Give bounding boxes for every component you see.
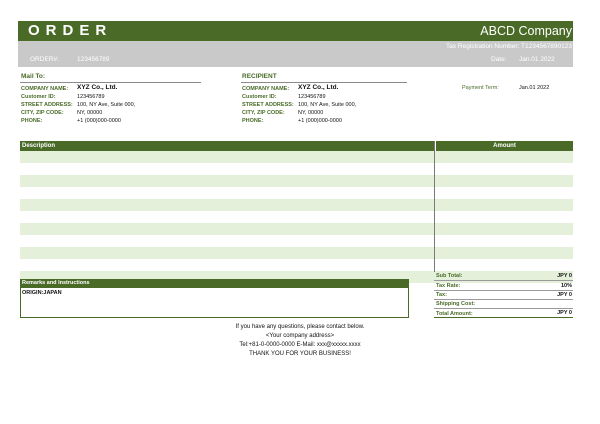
table-row: [20, 223, 573, 235]
table-row: [20, 211, 573, 223]
shipping-label: Shipping Cost:: [436, 301, 476, 307]
table-row: [20, 259, 573, 271]
mail-to-phone-label: PHONE:: [21, 118, 43, 124]
description-column-header: Description: [20, 141, 434, 151]
mail-to-company: XYZ Co., Ltd.: [77, 84, 118, 91]
remarks-title: Remarks and Instructions: [20, 279, 409, 288]
mail-to-street-label: STREET ADDRESS:: [21, 102, 73, 108]
totals-divider: [434, 290, 573, 291]
items-table: [20, 141, 573, 271]
subtotal-label: Sub Total:: [436, 273, 463, 279]
table-column-divider: [434, 141, 435, 272]
table-row: [20, 235, 573, 247]
order-number-label: ORDER#:: [30, 56, 59, 63]
recipient-company: XYZ Co., Ltd.: [298, 84, 339, 91]
footer-contact: Tel:+81-0-0000-0000 E-Mail: xxx@xxxxx.xxxx: [239, 342, 361, 348]
totals-divider: [434, 280, 573, 281]
tax-value: JPY 0: [557, 292, 572, 298]
date-label: Date:: [491, 56, 507, 63]
mail-to-company-label: COMPANY NAME:: [21, 86, 69, 92]
mail-to-city-label: CITY, ZIP CODE:: [21, 110, 64, 116]
table-row: [20, 187, 573, 199]
footer-thanks: THANK YOU FOR YOUR BUSINESS!: [249, 351, 351, 357]
table-row: [20, 175, 573, 187]
tax-rate-label: Tax Rate:: [436, 283, 461, 289]
table-row: [20, 247, 573, 259]
footer-address: <Your company address>: [265, 333, 335, 339]
recipient-street: 100, NY Ave, Suite 000,: [298, 102, 357, 108]
recipient-phone: +1 (000)000-0000: [298, 118, 342, 124]
subtotal-value: JPY 0: [557, 273, 572, 279]
mail-to-phone: +1 (000)000-0000: [77, 118, 121, 124]
total-amount-value: JPY 0: [557, 310, 572, 316]
payment-term-label: Payment Term:: [462, 85, 499, 91]
footer-questions: If you have any questions, please contact below.: [235, 324, 365, 330]
recipient-customer-id: 123456789: [298, 94, 326, 100]
mail-to-divider: [20, 82, 201, 83]
mail-to-customer-id-label: Customer ID:: [21, 94, 56, 100]
recipient-company-label: COMPANY NAME:: [242, 86, 290, 92]
table-row: [20, 151, 573, 163]
recipient-phone-label: PHONE:: [242, 118, 264, 124]
tax-label: Tax:: [436, 292, 447, 298]
tax-rate-value: 10%: [560, 283, 572, 289]
recipient-divider: [241, 82, 407, 83]
company-name: ABCD Company: [480, 24, 572, 38]
recipient-street-label: STREET ADDRESS:: [242, 102, 294, 108]
order-number: 123456789: [77, 56, 110, 63]
date-value: Jan.01 2022: [519, 56, 555, 63]
total-amount-label: Total Amount:: [436, 311, 473, 317]
recipient-title: RECIPIENT: [242, 73, 277, 80]
mail-to-street: 100, NY Ave, Suite 000,: [77, 102, 136, 108]
amount-column-header: Amount: [436, 141, 573, 151]
recipient-city: NY, 00000: [298, 110, 324, 116]
remarks-text: ORIGIN:JAPAN: [22, 290, 62, 296]
totals-divider: [434, 308, 573, 309]
mail-to-city: NY, 00000: [77, 110, 103, 116]
mail-to-customer-id: 123456789: [77, 94, 105, 100]
payment-term-value: Jan.01 2022: [519, 85, 550, 91]
totals-divider: [434, 317, 573, 318]
recipient-city-label: CITY, ZIP CODE:: [242, 110, 285, 116]
mail-to-title: Mail To:: [21, 73, 46, 80]
table-row: [20, 163, 573, 175]
recipient-customer-id-label: Customer ID:: [242, 94, 277, 100]
document-title: ORDER: [28, 22, 113, 39]
tax-registration: Tax Registration Number: T1234567890123: [446, 43, 572, 50]
table-row: [20, 199, 573, 211]
